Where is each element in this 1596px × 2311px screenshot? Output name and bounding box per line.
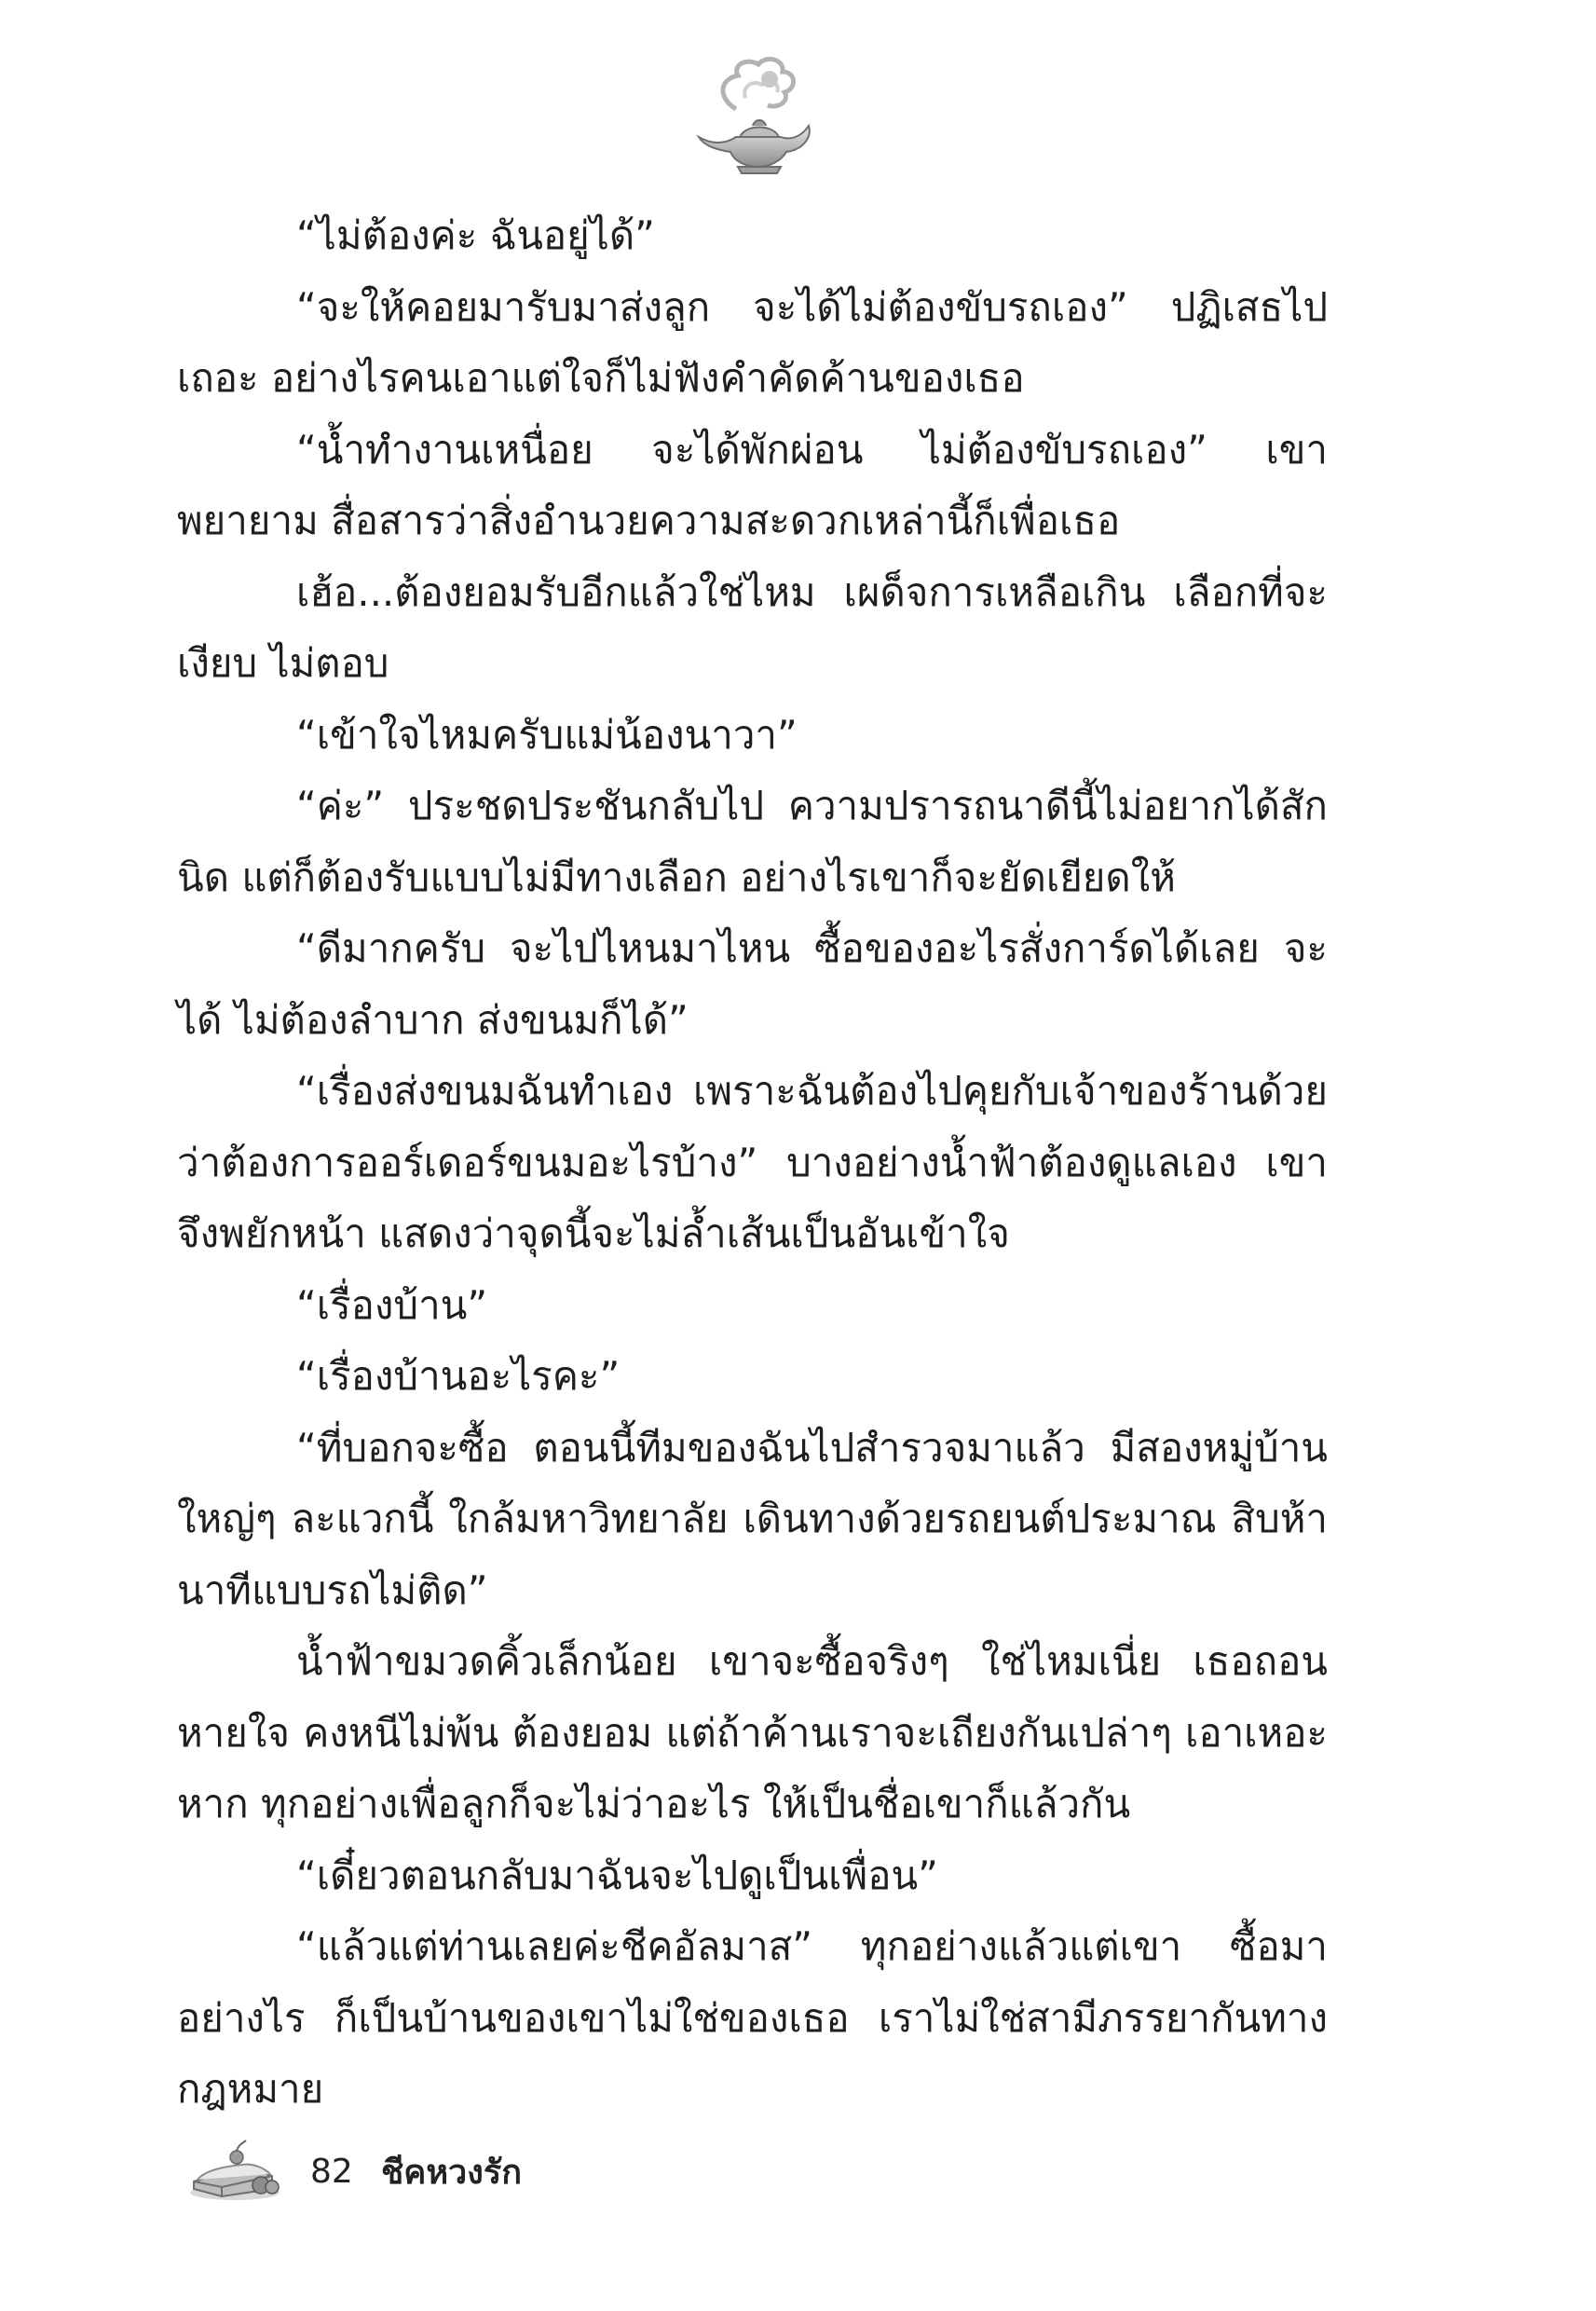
paragraph: น้ำฟ้าขมวดคิ้วเล็กน้อย เขาจะซื้อจริงๆ ใช่ไหมเนี่ย เธอถอนหายใจ คงหนีไม่พ้น ต้องยอม แต่ถ้าค้านเราจะเถียงกันเปล่าๆ เอาเหอะ หาก ทุกอย่างเพื่อลูกก็จะไม่ว่าอะไร ให้เป็นชื่อเขาก็แล้วกัน [177,1638,1328,1826]
paragraph: “จะให้คอยมารับมาส่งลูก จะได้ไม่ต้องขับรถเอง” ปฏิเสธไปเถอะ อย่างไรคนเอาแต่ใจก็ไม่ฟังคำคัดค้านของเธอ [177,283,1328,401]
paragraph: “แล้วแต่ท่านเลยค่ะชีคอัลมาส” ทุกอย่างแล้วแต่เขา ซื้อมาอย่างไร ก็เป็นบ้านของเขาไม่ใช่ของเธอ เราไม่ใช่สามีภรรยากันทางกฎหมาย [177,1923,1328,2112]
paragraph: “ไม่ต้องค่ะ ฉันอยู่ได้” [296,212,655,258]
book-title: ชีคหวงรัก [380,2153,522,2192]
genie-lamp-icon [680,51,829,177]
cake-slice-icon [186,2139,284,2204]
page-footer [186,2134,745,2208]
body-text [177,200,1328,2126]
page-number: 82 [310,2152,353,2191]
paragraph: “ที่บอกจะซื้อ ตอนนี้ทีมของฉันไปสำรวจมาแล้ว มีสองหมู่บ้าน ใหญ่ๆ ละแวกนี้ ใกล้มหาวิทยาลัย เดินทางด้วยรถยนต์ประมาณ สิบห้านาทีแบบรถไม่ติด” [177,1424,1328,1613]
paragraph: “เรื่องบ้านอะไรคะ” [296,1353,621,1399]
paragraph: “เดี๋ยวตอนกลับมาฉันจะไปดูเป็นเพื่อน” [296,1852,938,1898]
paragraph: “น้ำทำงานเหนื่อย จะได้พักผ่อน ไม่ต้องขับรถเอง” เขาพยายาม สื่อสารว่าสิ่งอำนวยความสะดวกเหล่านี้ก็เพื่อเธอ [177,426,1328,543]
paragraph: “ดีมากครับ จะไปไหนมาไหน ซื้อของอะไรสั่งการ์ดได้เลย จะได้ ไม่ต้องลำบาก ส่งขนมก็ได้” [177,925,1328,1043]
paragraph: เฮ้อ...ต้องยอมรับอีกแล้วใช่ไหม เผด็จการเหลือเกิน เลือกที่จะ เงียบ ไม่ตอบ [177,568,1328,686]
paragraph: “เข้าใจไหมครับแม่น้องนาวา” [296,711,798,758]
paragraph: “เรื่องบ้าน” [296,1281,488,1328]
paragraph: “ค่ะ” ประชดประชันกลับไป ความปรารถนาดีนี้ไม่อยากได้สักนิด แต่ก็ต้องรับแบบไม่มีทางเลือก อย่างไรเขาก็จะยัดเยียดให้ [177,783,1328,900]
paragraph: “เรื่องส่งขนมฉันทำเอง เพราะฉันต้องไปคุยกับเจ้าของร้านด้วย ว่าต้องการออร์เดอร์ขนมอะไรบ้าง” บางอย่างน้ำฟ้าต้องดูแลเอง เขา จึงพยักหน้า แสดงว่าจุดนี้จะไม่ล้ำเส้นเป็นอันเข้าใจ [177,1068,1328,1256]
